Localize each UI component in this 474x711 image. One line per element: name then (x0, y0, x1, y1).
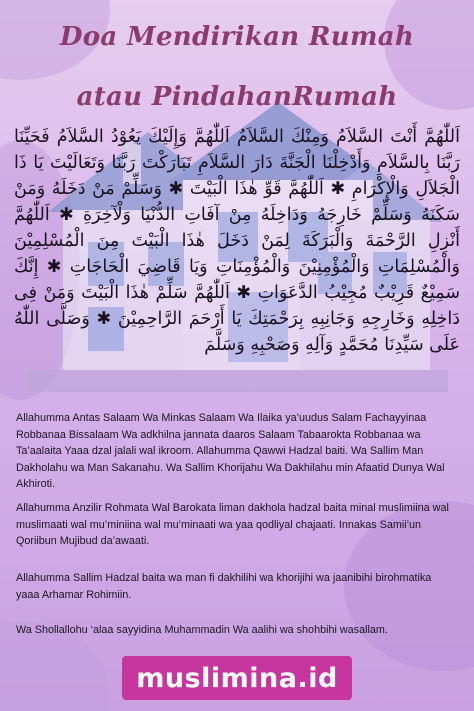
page-subtitle: atau PindahanRumah (76, 82, 398, 112)
arabic-segment: اَللّٰهُمَّ أَنْزِلِ الرَّحْمَةَ وَالْبَرَكَةَ لِمَنْ دَخَلَ هٰذَا الْبَيْتَ مِنَ الْمُسْلِمِيْنَ وَالْمُسْلِمَاتِ وَالْمُؤْمِنِيْنَ وَالْمُؤْمِنَاتِ وَيَا قَاضِيَ الْحَاجَاتِ (14, 205, 460, 277)
arabic-segment: إِنَّكَ سَمِيْعٌ قَرِيْبٌ مُجِيْبُ الدَّعَوَاتِ (14, 257, 460, 303)
arabic-segment: اَللّٰهُمَّ أَنْتَ السَّلاَمُ وَمِنْكَ السَّلاَمُ اَللّٰهُمَّ وَإِلَيْكَ يَعُوْدُ السَّلاَمُ فَحَيِّنَا رَبَّنَا بِالسَّلاَمِ وَأَدْخِلْنَا الْجَنَّةَ دَارَ السَّلاَمِ تَبَارَكْتَ رَبَّنَا وَتَعَالَيْتَ يَا ذَا الْجَلاَلِ وَالْإِكْرَامِ (14, 127, 460, 199)
separator-icon: ✱ (168, 179, 184, 199)
page-title: Doa Mendirikan Rumah (59, 22, 415, 52)
separator-icon: ✱ (58, 205, 74, 225)
transliteration-paragraph: Allahumma Anzilir Rohmata Wal Barokata liman dakhola hadzal baita minal muslimiina wal muslimaati wal mu’miniina wal mu’minaati wa yaa qodliyal chajaati. Innakas Samii’un Qoriibun Mujibud da’awaati. (16, 502, 449, 548)
arabic-segment: وَصَلَّى اللّٰهُ عَلَى سَيِّدِنَا مُحَمَّدٍ وَآلِهِ وَصَحْبِهِ وَسَلَّمَ (14, 309, 460, 355)
transliteration-paragraph: Allahumma Antas Salaam Wa Minkas Salaam Wa Ilaika ya’uudus Salam Fachayyinaa Robbanaa Bissalaam Wa adkhilna jannata daaros Salaam Tabaarokta Robbanaa wa Ta’aalaita Yaaa dzal jalali wal ikroom. Allahumma Qawwi Hadzal baiti. Wa Sallim Man Dakholahu wa Man Sakanahu. Wa Sallim Khorijahu Wa Dakhilahu min Afaatid Dunya Wal Akhiroti. (16, 412, 445, 491)
arabic-segment: اَللّٰهُمَّ قَوِّ هٰذَا الْبَيْتَ (189, 179, 324, 199)
separator-icon: ✱ (46, 257, 62, 277)
arabic-prayer (14, 124, 460, 388)
transliteration-paragraph: Wa Shollallohu ‘alaa sayyidina Muhammadin Wa aalihi wa shohbihi wasallam. (16, 624, 388, 636)
separator-icon: ✱ (236, 283, 252, 303)
transliteration-paragraph: Allahumma Sallim Hadzal baita wa man fi dakhilihi wa khorijihi wa jaanibihi birohmatika yaaa Arhamar Rohimiin. (16, 572, 432, 601)
brand-logo: muslimina.id (122, 656, 352, 700)
separator-icon: ✱ (96, 309, 112, 329)
separator-icon: ✱ (330, 179, 346, 199)
arabic-segment: وَسَلِّمْ مَنْ دَخَلَهُ وَمَنْ سَكَنَهُ وَسَلِّمْ خَارِجَهُ وَدَاخِلَهُ مِنْ آفَاتِ الدُّنْيَا وَلْآخِرَةِ (14, 179, 460, 225)
arabic-segment: اَللّٰهُمَّ سَلِّمْ هٰذَا الْبَيْتَ وَمَنْ فِى دَاخِلِهِ وَخَارِجِهِ وَجَانِبِهِ بِرَحْمَتِكَ يَا أَرْحَمَ الرَّاحِمِيْنَ (14, 283, 460, 329)
